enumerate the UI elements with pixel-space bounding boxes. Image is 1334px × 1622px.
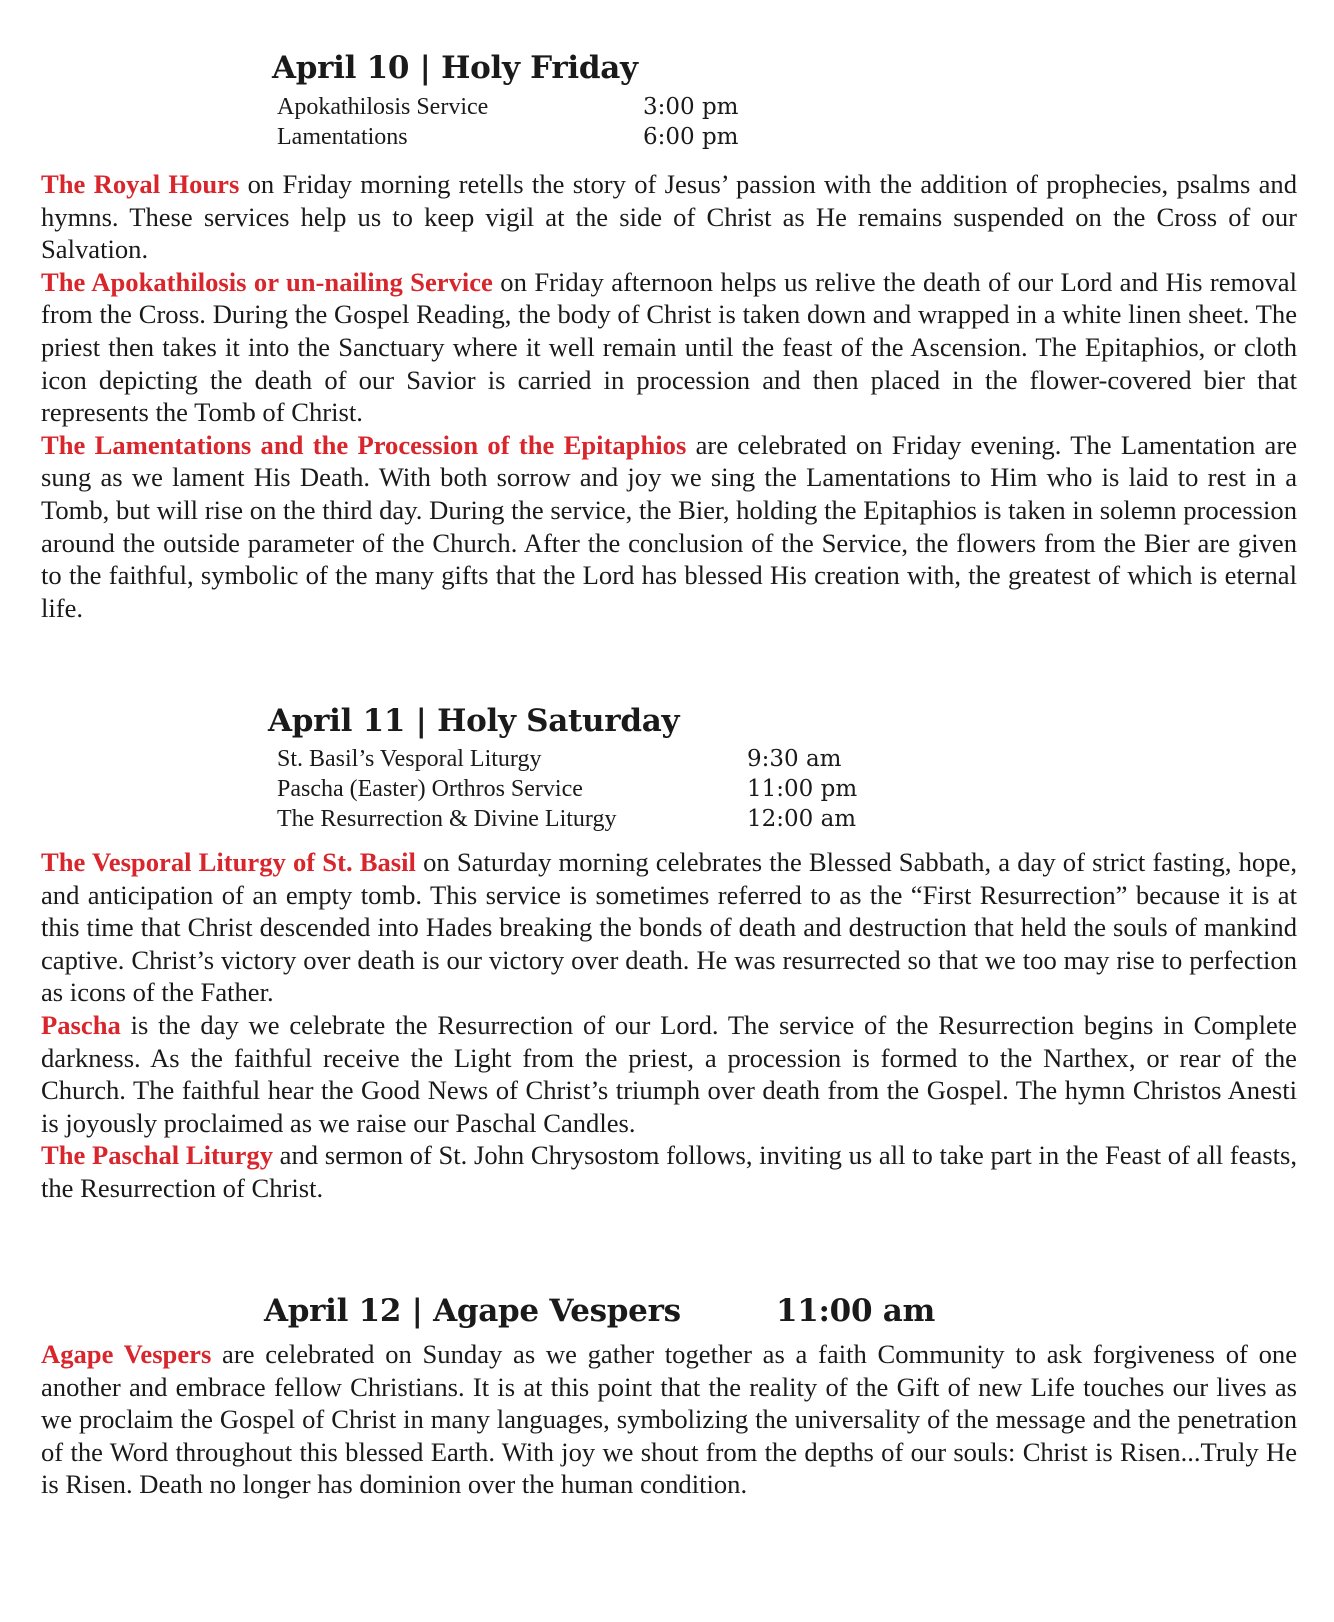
schedule-row <box>277 804 877 834</box>
highlight-term: The Lamentations and the Procession of the Epitaphios <box>41 429 687 460</box>
saturday-schedule <box>277 744 877 834</box>
service-name: Apokathilosis Service <box>277 94 489 120</box>
paragraph-vesporal-liturgy <box>41 846 1297 1009</box>
schedule-row <box>277 122 757 152</box>
paragraph-apokathilosis <box>41 266 1297 429</box>
paragraph-text: on Friday afternoon helps us relive the death of our Lord and His removal from the Cross. During the Gospel Reading, the body of Christ is taken down and wrapped in a white linen sheet. The priest then takes it into the Sanctuary where it well remain until the feast of the Ascension. The Epitaphios, or cloth icon depicting the death of our Savior is carried in procession and then placed in the flower-covered bier that represents the Tomb of Christ. <box>41 266 1298 428</box>
paragraph-royal-hours <box>41 168 1297 266</box>
sunday-description <box>41 1338 1297 1501</box>
paragraph-text: on Saturday morning celebrates the Blessed Sabbath, a day of strict fasting, hope, and anticipation of an empty tomb. This service is sometimes referred to as the “First Resurrection” because it is at this time that Christ descended into Hades breaking the bonds of death and destruction that held the souls of mankind captive. Christ’s victory over death is our victory over death. He was resurrected so that we too may rise to perfection as icons of the Father. <box>41 847 1297 1008</box>
paragraph-agape-vespers <box>41 1338 1297 1501</box>
sunday-time: 11:00 am <box>776 1293 936 1329</box>
paragraph-paschal-liturgy <box>41 1139 1297 1204</box>
paragraph-text: is the day we celebrate the Resurrection of our Lord. The service of the Resurrection begins in Complete darkness. As the faithful receive the Light from the priest, a procession is formed to the Narthex, or rear of the Church. The faithful hear the Good News of Christ’s triumph over death from the Gospel. The hymn Christos Anesti is joyously proclaimed as we raise our Paschal Candles. <box>41 1009 1297 1138</box>
paragraph-lamentations <box>41 429 1297 625</box>
highlight-term: The Apokathilosis or un-nailing Service <box>41 266 493 297</box>
schedule-row <box>277 744 877 774</box>
friday-schedule <box>277 92 757 152</box>
friday-description <box>41 168 1297 624</box>
paragraph-pascha <box>41 1009 1297 1139</box>
service-time: 11:00 pm <box>747 776 858 802</box>
highlight-term: The Vesporal Liturgy of St. Basil <box>41 847 416 877</box>
service-name: St. Basil’s Vesporal Liturgy <box>277 746 542 772</box>
highlight-term: Agape Vespers <box>41 1339 212 1369</box>
service-time: 3:00 pm <box>643 94 739 120</box>
highlight-term: Pascha <box>41 1009 121 1040</box>
service-name: Lamentations <box>277 124 408 150</box>
service-name: The Resurrection & Divine Liturgy <box>277 806 617 832</box>
paragraph-text: are celebrated on Friday evening. The Lamentation are sung as we lament His Death. With both sorrow and joy we sing the Lamentations to Him who is laid to rest in a Tomb, but will rise on the third day. During the service, the Bier, holding the Epitaphios is taken in solemn procession around the outside parameter of the Church. After the conclusion of the Service, the flowers from the Bier are given to the faithful, symbolic of the many gifts that the Lord has blessed His creation with, the greatest of which is eternal life. <box>41 429 1297 623</box>
saturday-heading: April 11 | Holy Saturday <box>268 703 680 739</box>
sunday-heading: April 12 | Agape Vespers <box>264 1293 681 1329</box>
service-time: 12:00 am <box>747 806 857 832</box>
highlight-term: The Royal Hours <box>41 169 240 199</box>
paragraph-text: on Friday morning retells the story of Jesus’ passion with the addition of prophecies, psalms and hymns. These services help us to keep vigil at the side of Christ as He remains suspended on the Cross of our Salvation. <box>41 169 1298 265</box>
schedule-row <box>277 92 757 122</box>
service-time: 9:30 am <box>747 746 842 772</box>
service-time: 6:00 pm <box>643 124 739 150</box>
schedule-row <box>277 774 877 804</box>
highlight-term: The Paschal Liturgy <box>41 1140 273 1171</box>
saturday-description <box>41 846 1297 1205</box>
service-name: Pascha (Easter) Orthros Service <box>277 776 583 802</box>
friday-heading: April 10 | Holy Friday <box>272 50 638 86</box>
paragraph-text: are celebrated on Sunday as we gather together as a faith Community to ask forgiveness of one another and embrace fellow Christians. It is at this point that the reality of the Gift of new Life touches our lives as we proclaim the Gospel of Christ in many languages, symbolizing the universality of the message and the penetration of the Word throughout this blessed Earth. With joy we shout from the depths of our souls: Christ is Risen...Truly He is Risen. Death no longer has dominion over the human condition. <box>41 1339 1298 1500</box>
paragraph-text: and sermon of St. John Chrysostom follows, inviting us all to take part in the Feast of all feasts, the Resurrection of Christ. <box>41 1140 1297 1203</box>
